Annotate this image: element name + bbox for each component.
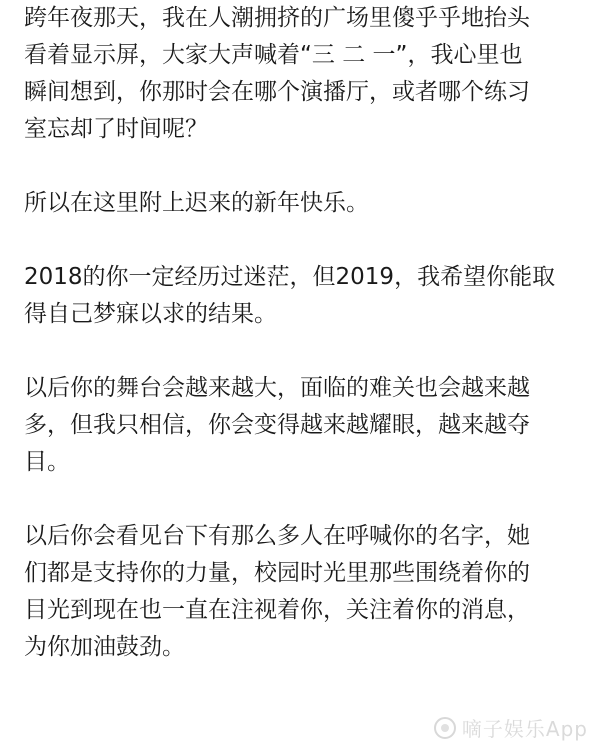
text-line: 2018的你一定经历过迷茫，但2019，我希望你能取 (24, 264, 556, 290)
paragraph (24, 518, 590, 666)
watermark-text: 嘀子娱乐App (461, 717, 588, 741)
text-line: 看着显示屏，大家大声喊着“三 二 一”，我心里也 (24, 42, 523, 68)
article-body (24, 0, 590, 666)
text-line: 室忘却了时间呢？ (24, 116, 208, 142)
paragraph (24, 0, 590, 148)
paragraph-spacer (24, 222, 590, 259)
text-line: 以后你的舞台会越来越大，面临的难关也会越来越 (24, 375, 530, 401)
paragraph (24, 185, 590, 222)
text-line: 目光到现在也一直在注视着你，关注着你的消息， (24, 597, 530, 623)
text-line: 们都是支持你的力量，校园时光里那些围绕着你的 (24, 560, 530, 586)
text-line: 目。 (24, 449, 70, 475)
text-line: 为你加油鼓劲。 (24, 634, 185, 660)
paragraph-spacer (24, 481, 590, 518)
text-line: 所以在这里附上迟来的新年快乐。 (24, 190, 369, 216)
text-line: 跨年夜那天，我在人潮拥挤的广场里傻乎乎地抬头 (24, 5, 530, 31)
paragraph (24, 259, 590, 333)
paragraph-spacer (24, 333, 590, 370)
text-line: 得自己梦寐以求的结果。 (24, 301, 277, 327)
paragraph-spacer (24, 148, 590, 185)
text-line: 瞬间想到，你那时会在哪个演播厅，或者哪个练习 (24, 79, 530, 105)
watermark (434, 713, 588, 742)
brand-logo-icon (434, 717, 456, 739)
text-line: 多，但我只相信，你会变得越来越耀眼，越来越夺 (24, 412, 530, 438)
paragraph (24, 370, 590, 481)
text-line: 以后你会看见台下有那么多人在呼喊你的名字，她 (24, 523, 530, 549)
